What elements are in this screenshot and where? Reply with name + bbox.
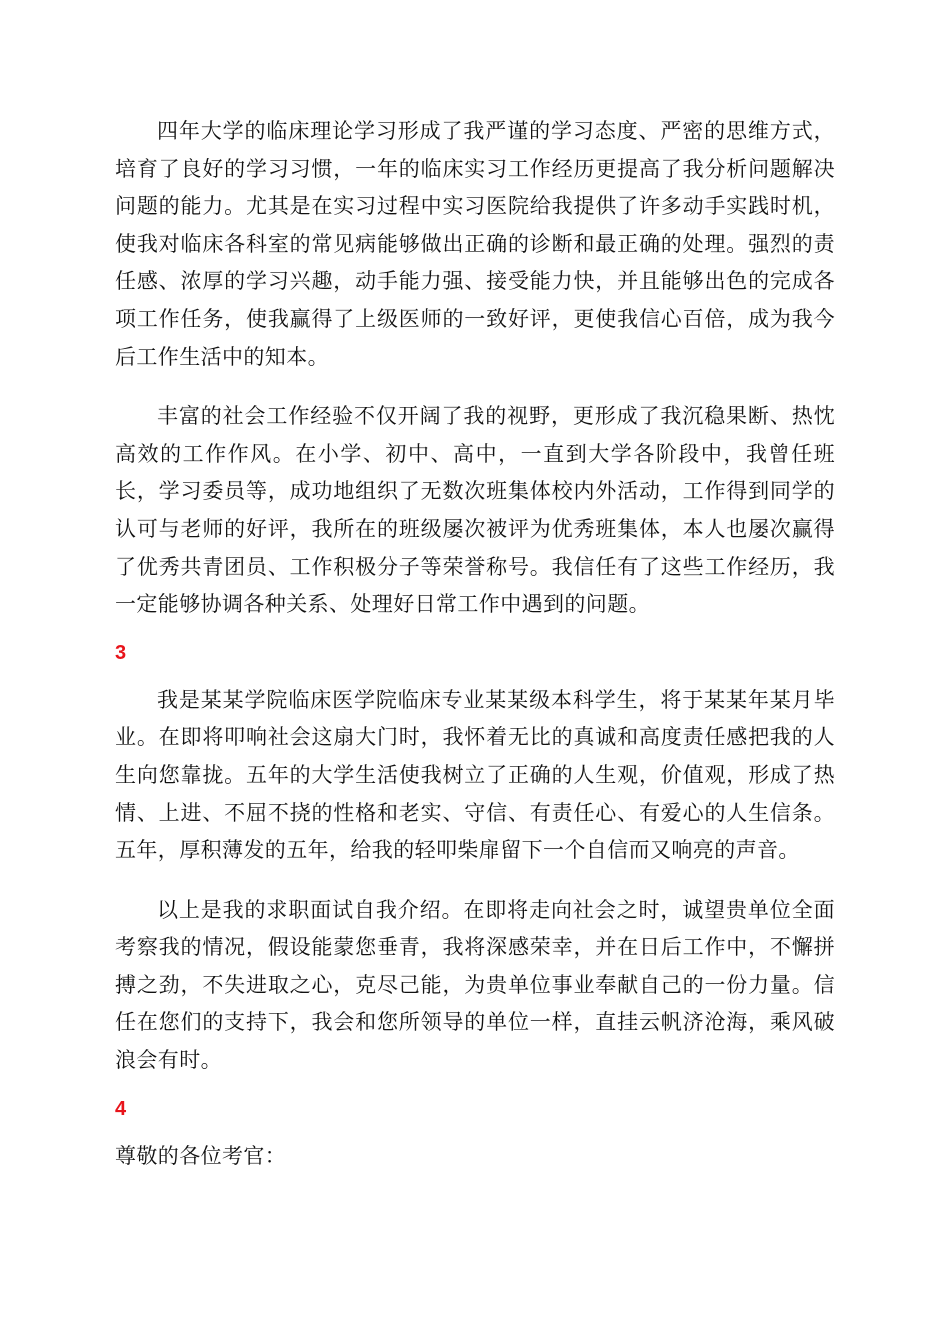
section-gap <box>115 668 835 682</box>
paragraph-self-intro: 我是某某学院临床医学院临床专业某某级本科学生，将于某某年某月毕业。在即将叩响社会这扇大门时，我怀着无比的真诚和高度责任感把我的人生向您靠拢。五年的大学生活使我树立了正确的人生观，价值观，形成了热情、上进、不屈不挠的性格和老实、守信、有责任心、有爱心的人生信条。五年，厚积薄发的五年，给我的轻叩柴扉留下一个自信而又响亮的声音。 <box>115 687 835 863</box>
paragraph-gap <box>115 870 835 892</box>
section-number-4: 4 <box>115 1097 127 1120</box>
section-gap <box>115 624 835 638</box>
document-page <box>115 113 835 1175</box>
salutation: 尊敬的各位考官： <box>115 1143 287 1168</box>
paragraph-social-experience: 丰富的社会工作经验不仅开阔了我的视野，更形成了我沉稳果断、热忱高效的工作作风。在小学、初中、高中，一直到大学各阶段中，我曾任班长，学习委员等，成功地组织了无数次班集体校内外活动，工作得到同学的认可与老师的好评，我所在的班级屡次被评为优秀班集体，本人也屡次赢得了优秀共青团员、工作积极分子等荣誉称号。我信任有了这些工作经历，我一定能够协调各种关系、处理好日常工作中遇到的问题。 <box>115 404 835 617</box>
paragraph-closing: 以上是我的求职面试自我介绍。在即将走向社会之时，诚望贵单位全面考察我的情况，假设能蒙您垂青，我将深感荣幸，并在日后工作中，不懈拼搏之劲，不失进取之心，克尽己能，为贵单位事业奉献自己的一份力量。信任在您们的支持下，我会和您所领导的单位一样，直挂云帆济沧海，乘风破浪会有时。 <box>115 897 835 1073</box>
paragraph-clinical-study: 四年大学的临床理论学习形成了我严谨的学习态度、严密的思维方式，培育了良好的学习习惯，一年的临床实习工作经历更提高了我分析问题解决问题的能力。尤其是在实习过程中实习医院给我提供了许多动手实践时机，使我对临床各科室的常见病能够做出正确的诊断和最正确的处理。强烈的责任感、浓厚的学习兴趣，动手能力强、接受能力快，并且能够出色的完成各项工作任务，使我赢得了上级医师的一致好评，更使我信心百倍，成为我今后工作生活中的知本。 <box>115 119 835 369</box>
section-number-3: 3 <box>115 641 127 664</box>
section-gap <box>115 1124 835 1138</box>
paragraph-gap <box>115 376 835 398</box>
section-gap <box>115 1080 835 1094</box>
